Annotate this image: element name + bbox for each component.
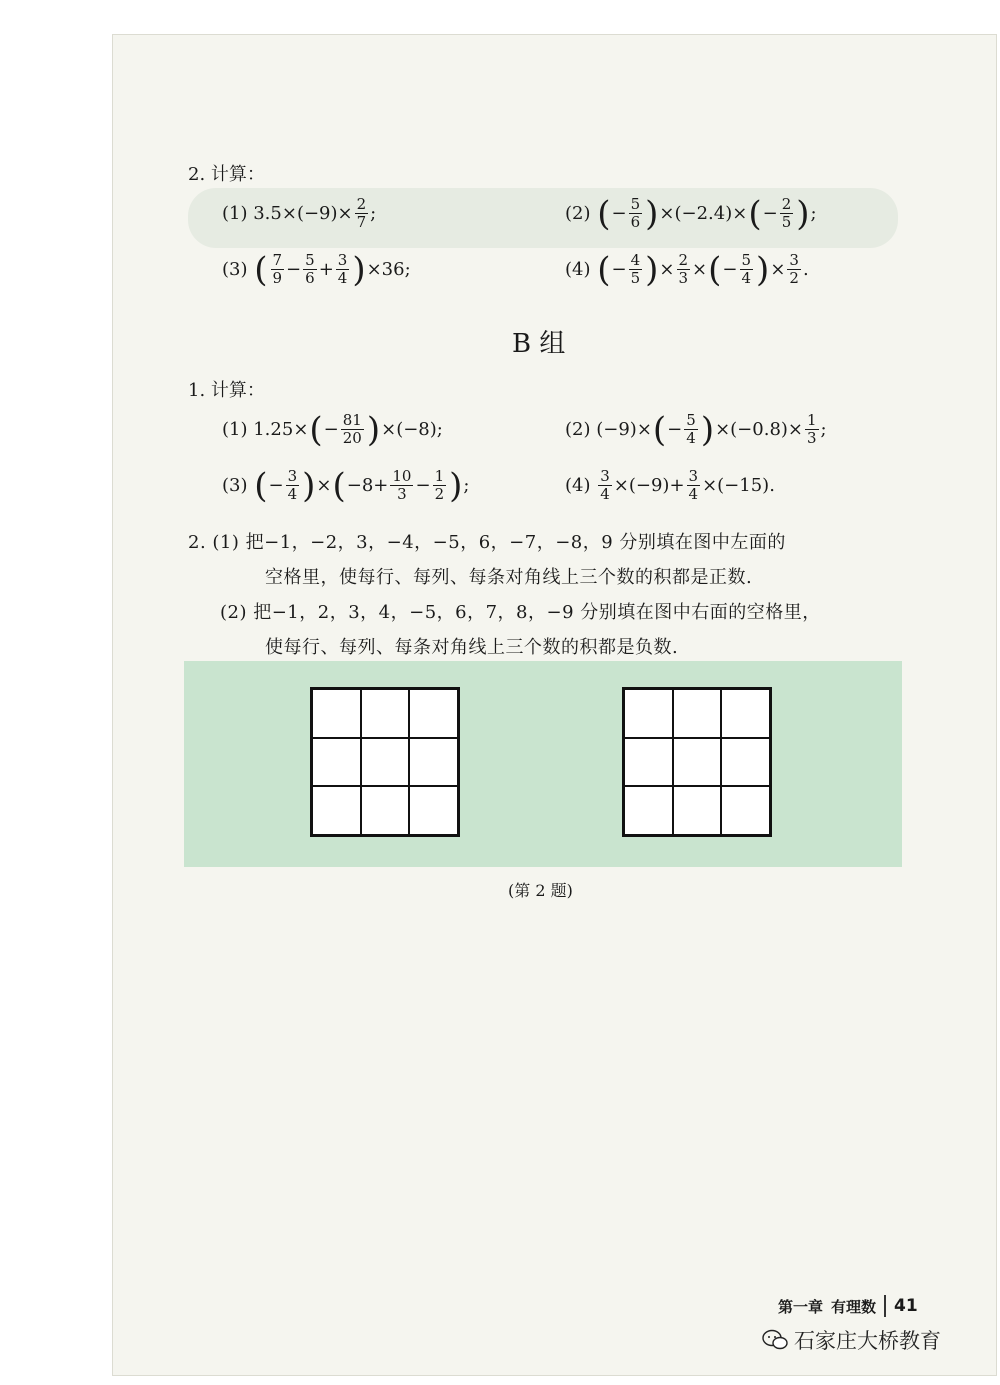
grid-cell[interactable] [409,689,458,738]
grid-cell[interactable] [409,738,458,787]
group-title: B 组 [512,329,566,359]
grid-cell[interactable] [361,786,410,835]
fraction: $\frac{81}{20}$ [342,411,362,447]
grid-cell[interactable] [409,786,458,835]
question-label [188,160,265,186]
grid-cell[interactable] [673,738,722,787]
fraction: $\frac{5}{6}$ [630,195,641,231]
chapter-label: 第一章 [778,1297,824,1316]
fraction: $\frac{10}{3}$ [392,467,412,503]
fraction: $\frac{5}{4}$ [741,251,752,287]
problem-text: 空格里，使每行、每列、每条对角线上三个数的积都是正数. [265,567,753,588]
grid-cell[interactable] [312,689,361,738]
watermark [762,1325,941,1355]
grid-cell[interactable] [624,786,673,835]
grid-cell[interactable] [721,738,770,787]
question-label-text: 2. 计算： [188,164,265,185]
fraction: $\frac{3}{4}$ [688,467,699,503]
grid-cell[interactable] [624,738,673,787]
fraction: $\frac{3}{4}$ [287,467,298,503]
figure-panel [184,661,902,867]
grid-cell[interactable] [673,689,722,738]
fraction: $\frac{5}{4}$ [686,411,696,447]
grid-cell[interactable] [673,786,722,835]
fraction: $\frac{1}{3}$ [807,411,817,447]
question-label [188,376,265,402]
exercise-item: (1) 1.25× ( − $\frac{81}{20}$ ) ×(−8); [222,409,443,450]
fraction: $\frac{1}{2}$ [434,467,445,503]
problem-text: (2) 把−1，2，3，4，−5，6，7，8，−9 分别填在图中右面的空格里， [220,602,821,623]
page-number: 41 [894,1296,918,1316]
grid-cell[interactable] [624,689,673,738]
chapter-title: 有理数 [831,1297,877,1316]
exercise-item: (3) ( − $\frac{3}{4}$ ) × ( −8+ $\frac{10}{3}$ − $\frac{1}{2}$ ) ; [222,465,470,506]
grid-cell[interactable] [361,738,410,787]
fraction: $\frac{3}{4}$ [600,467,610,503]
watermark-text: 石家庄大桥教育 [794,1329,941,1353]
fraction: $\frac{2}{5}$ [781,195,792,231]
figure-caption: (第 2 题) [508,881,573,900]
grid-cell[interactable] [312,738,361,787]
left-magic-grid [310,687,460,837]
footer-divider [884,1295,886,1317]
grid-cell[interactable] [721,786,770,835]
question-label-text: 1. 计算： [188,380,265,401]
problem-text: 2. (1) 把−1，−2，3，−4，−5，6，−7，−8，9 分别填在图中左面的 [188,532,786,553]
exercise-item: (1) 3.5×(−9)× $\frac{2}{7}$ ; [222,195,377,231]
grid-cell[interactable] [312,786,361,835]
fraction: $\frac{3}{2}$ [789,251,799,287]
exercise-item: (2) (−9)× ( − $\frac{5}{4}$ ) ×(−0.8)× $\frac{1}{3}$ ; [565,409,827,450]
fraction: $\frac{3}{4}$ [337,251,348,287]
exercise-item: (4) ( − $\frac{4}{5}$ ) × $\frac{2}{3}$ × ( − $\frac{5}{4}$ ) × $\frac{3}{2}$ . [565,249,809,290]
fraction: $\frac{2}{7}$ [356,195,367,231]
fraction: $\frac{2}{3}$ [678,251,689,287]
right-magic-grid [622,687,772,837]
exercise-item: (3) ( $\frac{7}{9}$ − $\frac{5}{6}$ + $\frac{3}{4}$ ) ×36; [222,249,411,290]
grid-cell[interactable] [721,689,770,738]
grid-cell[interactable] [361,689,410,738]
chat-bubble-icon [762,1329,788,1351]
fraction: $\frac{7}{9}$ [272,251,283,287]
fraction: $\frac{4}{5}$ [630,251,641,287]
fraction: $\frac{5}{6}$ [305,251,315,287]
problem-text: 使每行、每列、每条对角线上三个数的积都是负数. [265,637,679,658]
exercise-item: (2) ( − $\frac{5}{6}$ ) ×(−2.4)× ( − $\frac{2}{5}$ ) ; [565,193,817,234]
exercise-item: (4) $\frac{3}{4}$ ×(−9)+ $\frac{3}{4}$ ×(−15). [565,467,775,503]
page-footer [778,1295,918,1317]
